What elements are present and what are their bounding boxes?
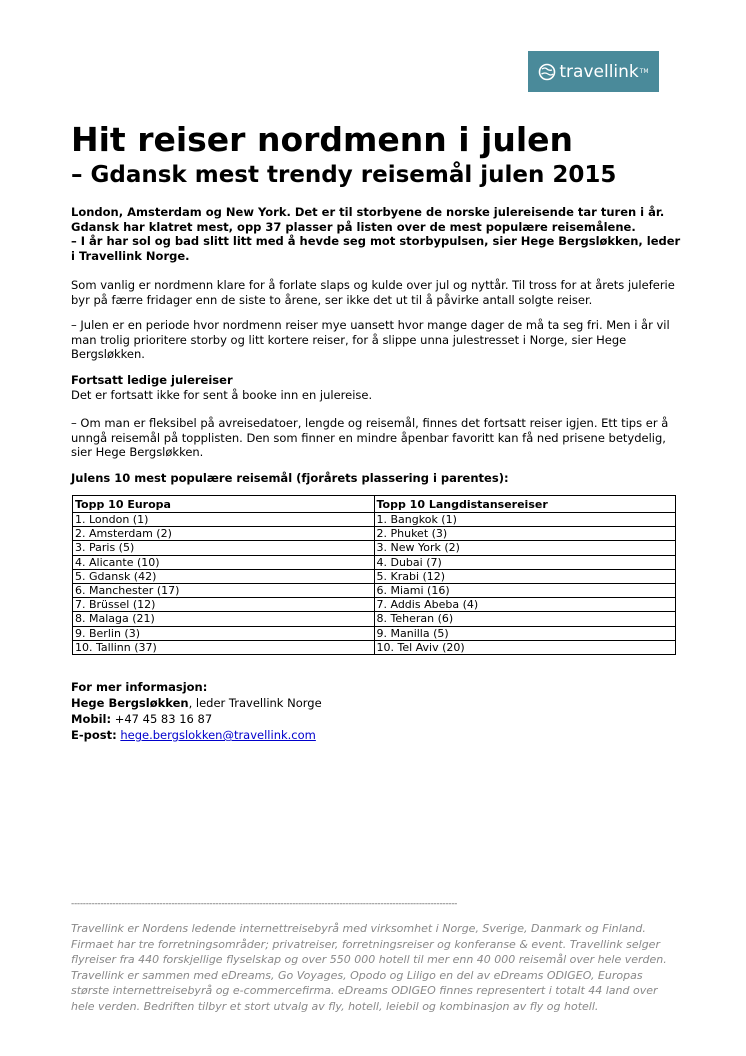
travellink-logo (528, 51, 659, 92)
table-cell: 3. Paris (5) (73, 541, 375, 555)
paragraph-2: – Julen er en periode hvor nordmenn reiser mye uansett hvor mange dager de må ta seg fri. Men i år vil man trolig prioritere storby og litt kortere reiser, for å slippe unna julestresset i Norge, sier Hege Bergsløkken. (71, 318, 670, 361)
header-long-distance: Topp 10 Langdistansereiser (374, 496, 676, 513)
table-cell: 7. Brüssel (12) (73, 598, 375, 612)
table-cell: 10. Tallinn (37) (73, 640, 375, 654)
table-cell: 8. Teheran (6) (374, 612, 676, 626)
section-free-trips (71, 373, 681, 402)
table-row (73, 598, 676, 612)
table-cell: 7. Addis Abeba (4) (374, 598, 676, 612)
footer-boilerplate: Travellink er Nordens ledende internettreisebyrå med virksomhet i Norge, Sverige, Danmark og Finland. Firmaet har tre forretningsområder; privatreiser, forretningsreiser og konferanse & event. Travellink selger flyreiser fra 440 forskjellige flyselskap og over 550 000 hotell til mer enn 40 000 reisemål over hele verden. Travellink er sammen med eDreams, Go Voyages, Opodo og Liligo en del av eDreams ODIGEO, Europas største internettreisebyrå og e-commercefirma. eDreams ODIGEO finnes representert i totalt 44 land over hele verden. Bedriften tilbyr et stort utvalg av fly, hotell, leiebil og kombinasjon av fly og hotell. (71, 922, 667, 1013)
globe-icon (538, 63, 556, 81)
table-row (73, 527, 676, 541)
table-cell: 5. Krabi (12) (374, 569, 676, 583)
table-row (73, 569, 676, 583)
section-heading: Fortsatt ledige julereiser (71, 373, 233, 387)
table-cell: 6. Miami (16) (374, 583, 676, 597)
contact-info (71, 679, 322, 743)
table-cell: 2. Phuket (3) (374, 527, 676, 541)
table-row (73, 583, 676, 597)
table-row (73, 612, 676, 626)
table-row (73, 626, 676, 640)
table-cell: 6. Manchester (17) (73, 583, 375, 597)
email-label: E-post: (71, 728, 117, 742)
footer-divider: ----------------------------------------------------------------------------------------------------------------------------------- (71, 899, 458, 909)
lead-paragraph (71, 205, 681, 263)
lead-text: London, Amsterdam og New York. Det er til storbyene de norske julereisende tar turen i år. Gdansk har klatret mest, opp 37 plasser på listen over de mest populære reisemålene. (71, 205, 665, 234)
contact-heading: For mer informasjon: (71, 680, 208, 694)
table-row (73, 555, 676, 569)
table-cell: 9. Manilla (5) (374, 626, 676, 640)
table-cell: 9. Berlin (3) (73, 626, 375, 640)
logo-text: travellink (559, 61, 639, 82)
table-cell: 3. New York (2) (374, 541, 676, 555)
table-row (73, 513, 676, 527)
mobile-label: Mobil: (71, 712, 112, 726)
table-row (73, 541, 676, 555)
table-header-row (73, 496, 676, 513)
table-heading: Julens 10 mest populære reisemål (fjorårets plassering i parentes): (71, 471, 509, 485)
paragraph-3: Det er fortsatt ikke for sent å booke inn en julereise. (71, 387, 373, 402)
table-cell: 8. Malaga (21) (73, 612, 375, 626)
table-row (73, 640, 676, 654)
paragraph-4: – Om man er fleksibel på avreisedatoer, lengde og reisemål, finnes det fortsatt reiser igjen. Ett tips er å unngå reisemål på topplisten. Den som finner en mindre åpenbar favoritt kan få ned prisene betydelig, sier Hege Bergsløkken. (71, 416, 669, 459)
table-cell: 2. Amsterdam (2) (73, 527, 375, 541)
page-subtitle: – Gdansk mest trendy reisemål julen 2015 (71, 162, 617, 188)
contact-name: Hege Bergsløkken (71, 696, 189, 710)
mobile-number: +47 45 83 16 87 (111, 712, 213, 726)
table-cell: 4. Alicante (10) (73, 555, 375, 569)
paragraph-1: Som vanlig er nordmenn klare for å forlate slaps og kulde over jul og nyttår. Til tross for at årets juleferie byr på færre fridager enn de siste to årene, ser ikke det ut til å påvirke antall solgte reiser. (71, 278, 675, 307)
lead-quote: – I år har sol og bad slitt litt med å hevde seg mot storbypulsen, sier Hege Bergsløkken, leder i Travellink Norge. (71, 234, 681, 263)
table-cell: 4. Dubai (7) (374, 555, 676, 569)
header-europe: Topp 10 Europa (73, 496, 375, 513)
table-cell: 10. Tel Aviv (20) (374, 640, 676, 654)
top-destinations-table (72, 495, 676, 655)
contact-role: , leder Travellink Norge (188, 696, 322, 710)
table-cell: 5. Gdansk (42) (73, 569, 375, 583)
email-link[interactable]: hege.bergslokken@travellink.com (120, 728, 316, 742)
table-cell: 1. Bangkok (1) (374, 513, 676, 527)
logo-trademark: TM (639, 68, 649, 75)
page-title: Hit reiser nordmenn i julen (71, 120, 574, 159)
table-cell: 1. London (1) (73, 513, 375, 527)
